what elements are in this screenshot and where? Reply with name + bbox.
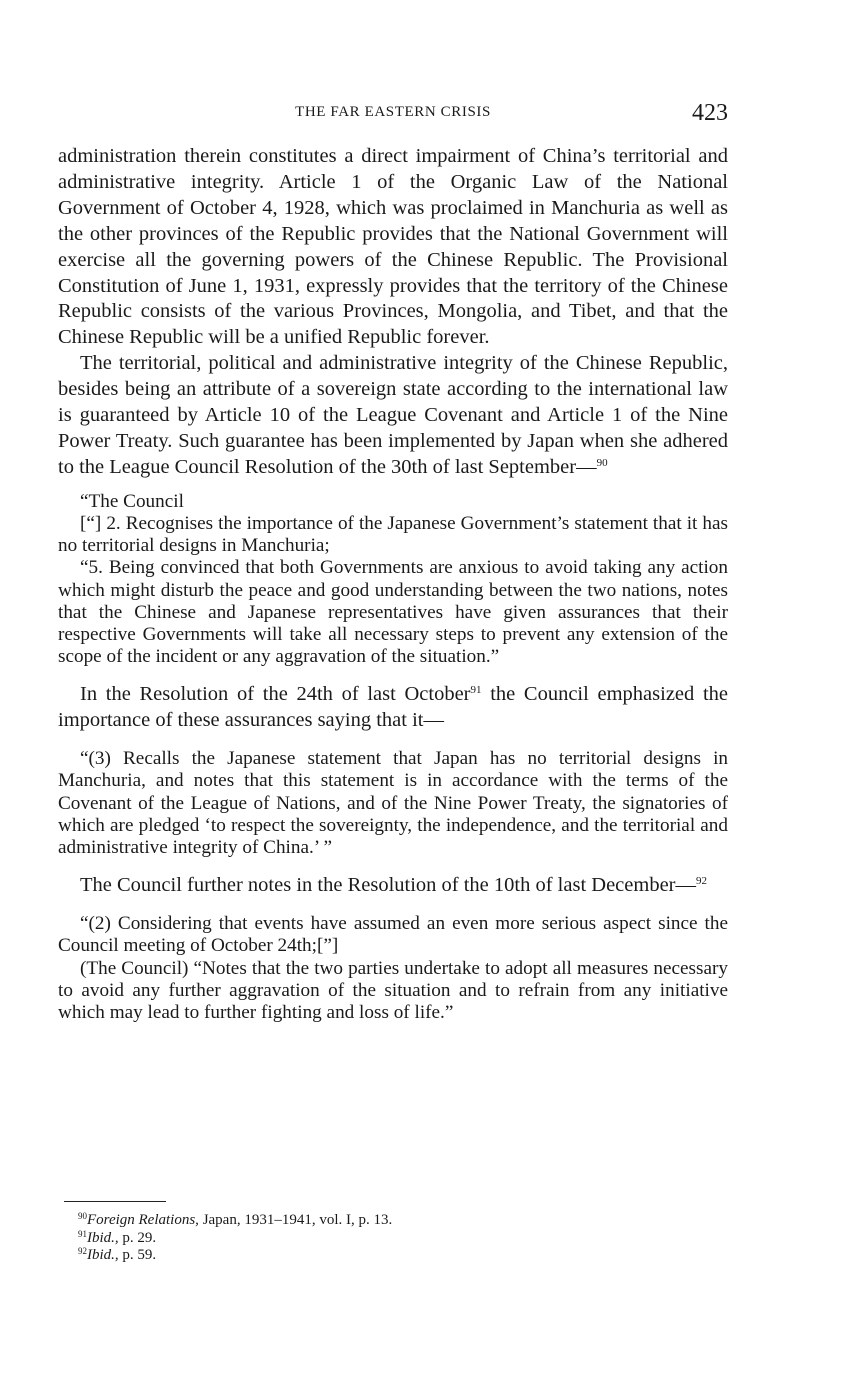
paragraph-1: administration therein constitutes a direct impairment of China’s territorial and administrative integrity. Article 1 of the Organic Law of the National Government of October 4, 1928, which was proclaimed in Manchuria as well as the other provinces of the Republic provides that the National Government will exercise all the governing powers of the Chinese Republic. The Provisional Constitution of June 1, 1931, expressly provides that the territory of the Chinese Republic consists of the various Provinces, Mongolia, and Tibet, and that the Chinese Republic will be a unified Republic forever. xyxy=(58,145,728,349)
footnote-mark: 92 xyxy=(78,1246,87,1256)
footnote-90 xyxy=(78,1212,728,1230)
footnote-rule xyxy=(64,1201,166,1202)
running-head: THE FAR EASTERN CRISIS xyxy=(295,104,491,120)
paragraph-3-text-a: In the Resolution of the 24th of last October xyxy=(80,683,471,706)
footnotes xyxy=(78,1212,728,1265)
quote-1-opening: “The Council xyxy=(80,490,184,512)
footnote-91 xyxy=(78,1230,728,1248)
quote-3-item-2: “(2) Considering that events have assumed an even more serious aspect since the Council meeting of October 24th;[”] xyxy=(58,913,728,957)
body-text xyxy=(58,144,728,1024)
footnote-title: Ibid., xyxy=(87,1247,119,1263)
paragraph-2 xyxy=(58,351,728,481)
running-header xyxy=(58,100,728,130)
footnote-ref-92: 92 xyxy=(696,875,707,888)
quote-1-item-5: “5. Being convinced that both Governments are anxious to avoid taking any action which might disturb the peace and good understanding between the two nations, notes that the Chinese and Japanese representatives have given assurances that their respective Governments will take all necessary steps to prevent any extension of the scope of the incident or any aggravation of the situation.” xyxy=(58,557,728,668)
page-number: 423 xyxy=(692,100,728,126)
footnote-ref-91: 91 xyxy=(470,684,482,697)
paragraph-3 xyxy=(58,682,728,734)
footnote-text: p. 59. xyxy=(118,1247,157,1263)
footnote-text: Japan, 1931–1941, vol. I, p. 13. xyxy=(198,1212,393,1228)
quote-1-item-2: [“] 2. Recognises the importance of the Japanese Government’s statement that it has no territorial designs in Manchuria; xyxy=(58,512,728,557)
paragraph-4-text: The Council further notes in the Resolution of the 10th of last December— xyxy=(80,874,696,897)
footnote-title: Foreign Relations, xyxy=(87,1212,199,1228)
quote-3-notes: (The Council) “Notes that the two parties undertake to adopt all measures necessary to avoid any further aggravation of the situation and to refrain from any initiative which may lead to further fighting and loss of life.” xyxy=(58,957,728,1023)
footnote-ref-90: 90 xyxy=(596,456,608,469)
paragraph-3-text-b: the Council emphasized the importance of these assurances saying that it— xyxy=(58,683,728,732)
footnote-mark: 90 xyxy=(78,1211,87,1221)
paragraph-4 xyxy=(58,873,728,899)
footnote-mark: 91 xyxy=(78,1228,87,1239)
footnote-92 xyxy=(78,1247,728,1265)
footnote-text: p. 29. xyxy=(118,1229,157,1246)
paragraph-2-text: The territorial, political and administrative integrity of the Chinese Republic, besides being an attribute of a sovereign state according to the international law is guaranteed by Article 10 of the League Covenant and Article 1 of the Nine Power Treaty. Such guarantee has been implemented by Japan when she adhered to the League Council Resolution of the 30th of last September— xyxy=(58,352,728,478)
quote-2: “(3) Recalls the Japanese statement that Japan has no territorial designs in Manchuria, and notes that this statement is in accordance with the terms of the Covenant of the League of Nations, and of the Nine Power Treaty, the signatories of which are pledged ‘to respect the sovereignty, the independence, and the territorial and administrative integrity of China.’ ” xyxy=(58,748,728,859)
footnote-title: Ibid., xyxy=(87,1229,119,1246)
